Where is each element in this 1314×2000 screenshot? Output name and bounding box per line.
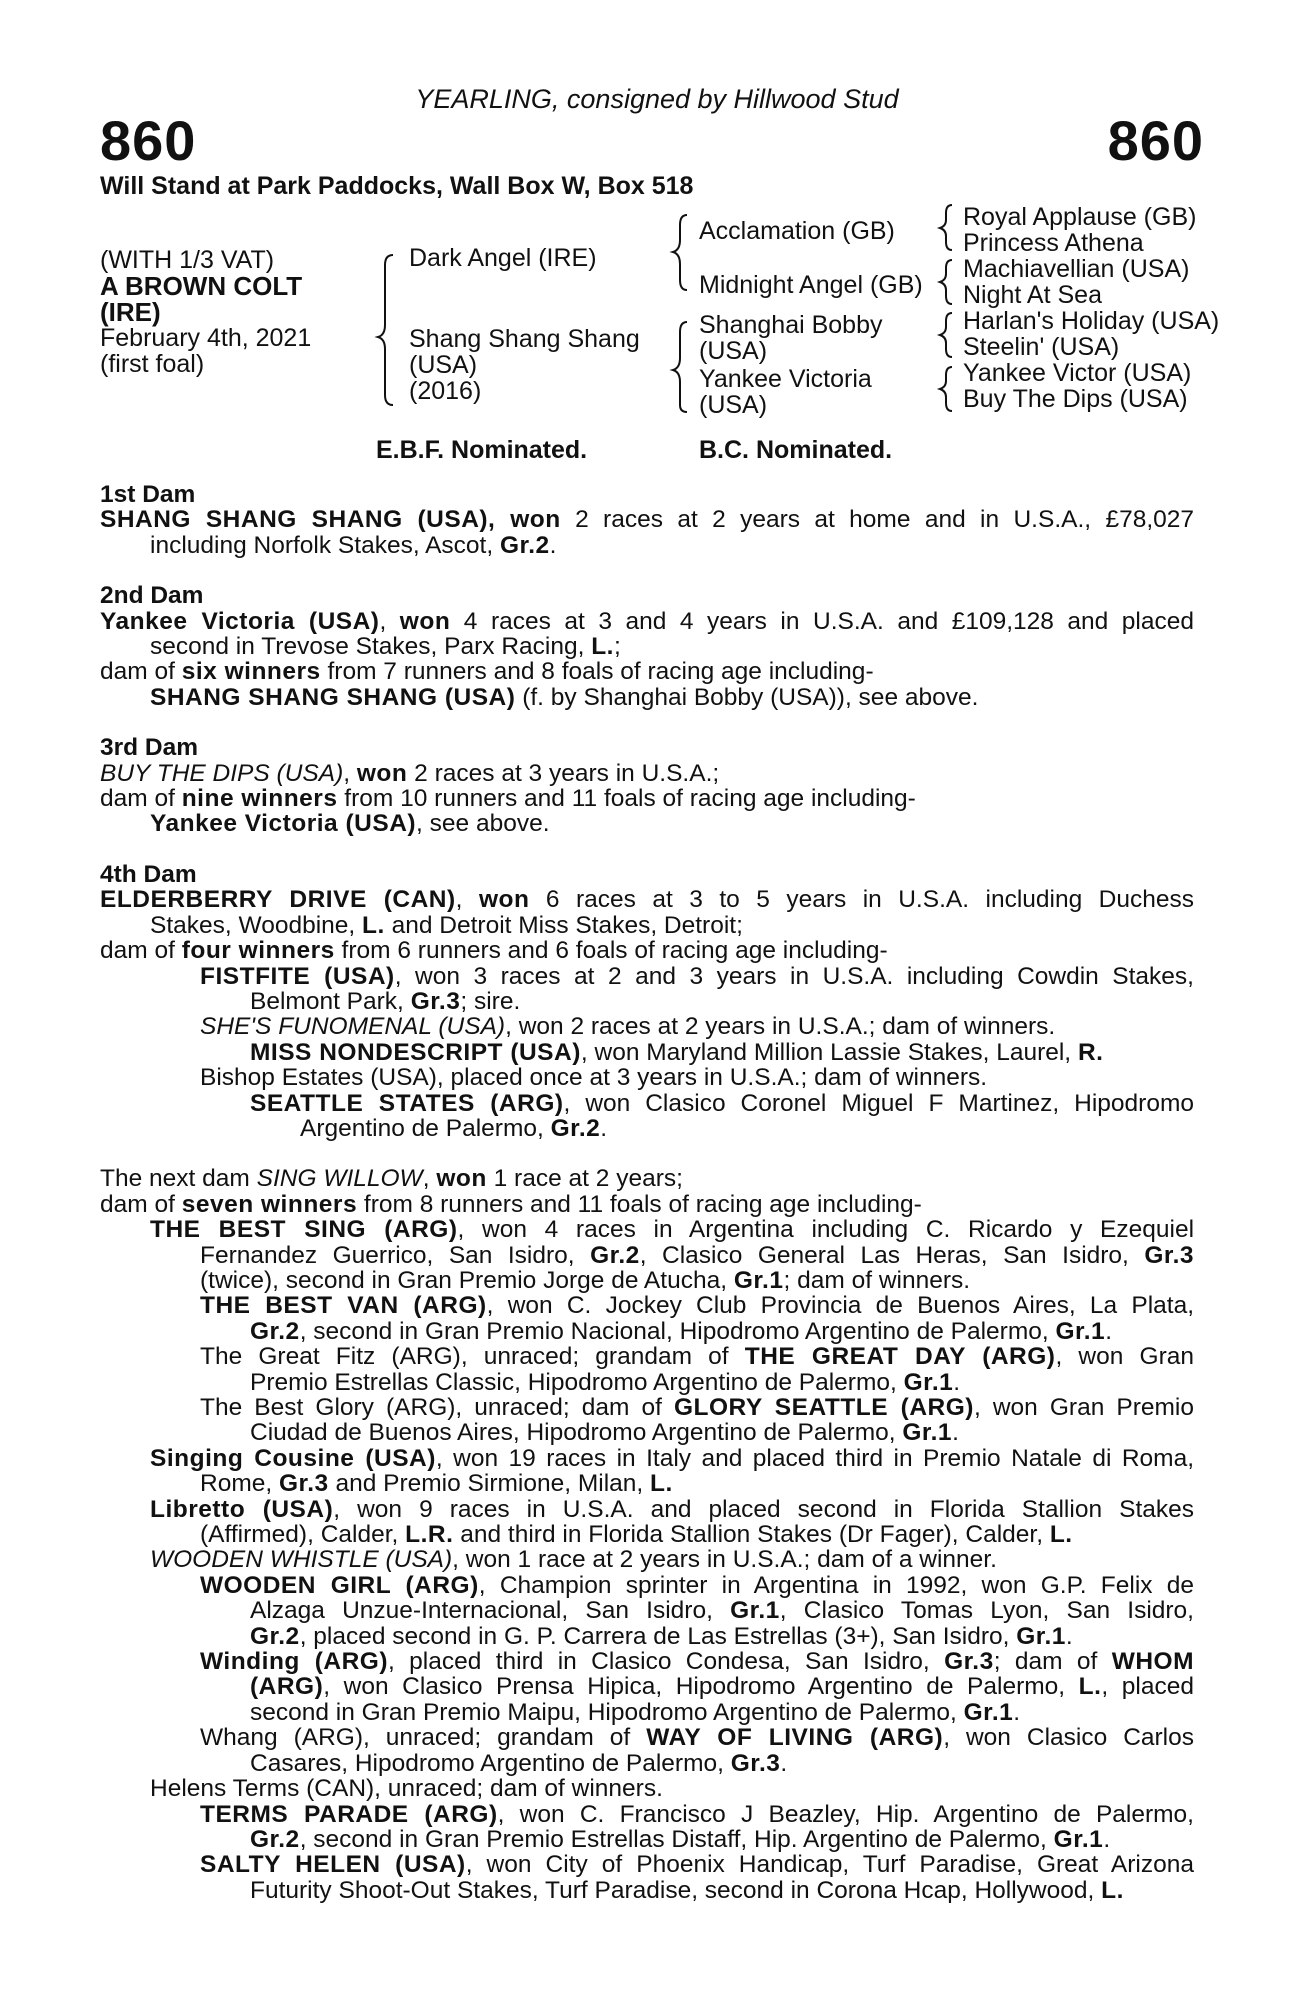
text-line: SHANG SHANG SHANG (USA), won 2 races at 2 years at home and in U.S.A., £78,027 <box>100 506 1195 534</box>
text-line: SEATTLE STATES (ARG), won Clasico Coronel Miguel F Martinez, Hipodromo <box>250 1089 1194 1117</box>
text-line: Ciudad de Buenos Aires, Hipodromo Argentino de Palermo, Gr.1. <box>250 1419 959 1447</box>
next-dam-section <box>100 1166 1194 1903</box>
text-line: Stakes, Woodbine, L. and Detroit Miss Stakes, Detroit; <box>150 911 743 939</box>
text-line: (ARG), won Clasico Prensa Hipica, Hipodromo Argentino de Palermo, L., placed <box>250 1673 1194 1701</box>
text-line: Casares, Hipodromo Argentino de Palermo, Gr.3. <box>250 1749 788 1777</box>
text-line: WOODEN GIRL (ARG), Champion sprinter in Argentina in 1992, won G.P. Felix de <box>200 1571 1195 1599</box>
brace-gen3-4 <box>940 367 952 411</box>
dam-dam-line2: (USA) <box>699 391 768 419</box>
text-line: Argentino de Palermo, Gr.2. <box>300 1114 608 1142</box>
text-line: (twice), second in Gran Premio Jorge de Atucha, Gr.1; dam of winners. <box>200 1266 971 1294</box>
ebf-nominated: E.B.F. Nominated. <box>376 436 588 464</box>
gen3-7: Yankee Victor (USA) <box>963 359 1192 387</box>
text-line: FISTFITE (USA), won 3 races at 2 and 3 years in U.S.A. including Cowdin Stakes, <box>200 962 1194 990</box>
vat-note: (WITH 1/3 VAT) <box>100 246 275 274</box>
dam-sire <box>699 312 882 364</box>
section-heading: 1st Dam <box>100 481 196 508</box>
text-line: Bishop Estates (USA), placed once at 3 years in U.S.A.; dam of winners. <box>200 1064 988 1092</box>
brace-gen2-lower <box>673 322 687 412</box>
text-line: SHANG SHANG SHANG (USA) (f. by Shanghai Bobby (USA)), see above. <box>150 683 979 711</box>
section-heading: 3rd Dam <box>100 734 199 762</box>
text-line: The Great Fitz (ARG), unraced; grandam of THE GREAT DAY (ARG), won Gran <box>200 1343 1194 1371</box>
text-line: including Norfolk Stakes, Ascot, Gr.2. <box>150 531 557 559</box>
text-line: dam of six winners from 7 runners and 8 foals of racing age including- <box>100 658 874 686</box>
text-line: dam of four winners from 6 runners and 6 foals of racing age including- <box>100 937 888 965</box>
third-generation <box>963 204 1219 412</box>
text-line: Fernandez Guerrico, San Isidro, Gr.2, Clasico General Las Heras, San Isidro, Gr.3 <box>200 1241 1195 1269</box>
sire-dam: Midnight Angel (GB) <box>699 271 923 299</box>
sire-name: Dark Angel (IRE) <box>409 244 597 272</box>
second-dam-section <box>100 583 1194 710</box>
text-line: Gr.2, placed second in G. P. Carrera de Las Estrellas (3+), San Isidro, Gr.1. <box>250 1622 1073 1650</box>
stand-location: Will Stand at Park Paddocks, Wall Box W, Box 518 <box>100 172 694 200</box>
text-line: Yankee Victoria (USA), see above. <box>150 810 550 838</box>
text-line: SHE'S FUNOMENAL (USA), won 2 races at 2 years in U.S.A.; dam of winners. <box>200 1013 1056 1041</box>
text-line: second in Trevose Stakes, Parx Racing, L.; <box>150 633 621 661</box>
text-line: Winding (ARG), placed third in Clasico Condesa, San Isidro, Gr.3; dam of WHOM <box>200 1648 1194 1676</box>
fourth-dam-section <box>100 862 1194 1141</box>
text-line: Belmont Park, Gr.3; sire. <box>250 987 521 1015</box>
text-line: Singing Cousine (USA), won 19 races in Italy and placed third in Premio Natale di Roma, <box>150 1444 1195 1472</box>
text-line: Gr.2, second in Gran Premio Nacional, Hipodromo Argentino de Palermo, Gr.1. <box>250 1317 1112 1345</box>
text-line: Helens Terms (CAN), unraced; dam of winners. <box>150 1775 663 1803</box>
lot-subtitle: YEARLING, consigned by Hillwood Stud <box>415 84 899 114</box>
dam-name-line1: Shang Shang Shang <box>409 325 640 353</box>
gen3-4: Night At Sea <box>963 281 1102 309</box>
dam-dam-line1: Yankee Victoria <box>699 365 872 393</box>
text-line: (Affirmed), Calder, L.R. and third in Florida Stallion Stakes (Dr Fager), Calder, L. <box>200 1521 1073 1549</box>
text-line: TERMS PARADE (ARG), won C. Francisco J Beazley, Hip. Argentino de Palermo, <box>200 1800 1194 1828</box>
dam-name-line2: (USA) <box>409 351 478 379</box>
text-line: SALTY HELEN (USA), won City of Phoenix Handicap, Turf Paradise, Great Arizona <box>200 1851 1194 1879</box>
gen3-3: Machiavellian (USA) <box>963 255 1190 283</box>
text-line: Premio Estrellas Classic, Hipodromo Argentino de Palermo, Gr.1. <box>250 1368 961 1396</box>
dam-name-line3: (2016) <box>409 377 482 405</box>
brace-gen3-3 <box>940 313 952 357</box>
text-line: THE BEST VAN (ARG), won C. Jockey Club Provincia de Buenos Aires, La Plata, <box>200 1292 1195 1320</box>
dam-sire-line2: (USA) <box>699 337 768 365</box>
text-line: dam of seven winners from 8 runners and 11 foals of racing age including- <box>100 1190 922 1218</box>
dam-name <box>409 326 640 404</box>
text-line: MISS NONDESCRIPT (USA), won Maryland Million Lassie Stakes, Laurel, R. <box>250 1038 1104 1066</box>
text-line: THE BEST SING (ARG), won 4 races in Argentina including C. Ricardo y Ezequiel <box>150 1216 1195 1244</box>
brace-gen2-upper <box>673 215 687 290</box>
lot-number-right: 860 <box>1107 109 1204 172</box>
text-line: Libretto (USA), won 9 races in U.S.A. and placed second in Florida Stallion Stakes <box>150 1495 1194 1523</box>
text-line: Whang (ARG), unraced; grandam of WAY OF LIVING (ARG), won Clasico Carlos <box>200 1724 1194 1752</box>
gen3-5: Harlan's Holiday (USA) <box>963 307 1220 335</box>
bc-nominated: B.C. Nominated. <box>699 436 893 464</box>
text-line: second in Gran Premio Maipu, Hipodromo Argentino de Palermo, Gr.1. <box>250 1698 1021 1726</box>
dam-line-body <box>100 482 1194 1903</box>
gen3-1: Royal Applause (GB) <box>963 203 1197 231</box>
text-line: The Best Glory (ARG), unraced; dam of GLORY SEATTLE (ARG), won Gran Premio <box>200 1394 1195 1421</box>
foaling-date: February 4th, 2021 <box>100 324 312 352</box>
lot-number-left: 860 <box>100 109 197 172</box>
brace-gen3-1 <box>940 205 952 250</box>
gen3-6: Steelin' (USA) <box>963 333 1120 361</box>
text-line: BUY THE DIPS (USA), won 2 races at 3 years in U.S.A.; <box>100 759 720 787</box>
text-line: Yankee Victoria (USA), won 4 races at 3 and 4 years in U.S.A. and £109,128 and placed <box>100 607 1195 635</box>
foal-order: (first foal) <box>100 350 205 378</box>
section-heading: 4th Dam <box>100 860 197 888</box>
text-line: The next dam SING WILLOW, won 1 race at 2 years; <box>100 1165 683 1193</box>
text-line: dam of nine winners from 10 runners and 11 foals of racing age including- <box>100 785 916 813</box>
text-line: Rome, Gr.3 and Premio Sirmione, Milan, L. <box>200 1470 673 1498</box>
text-line: ELDERBERRY DRIVE (CAN), won 6 races at 3 to 5 years in U.S.A. including Duchess <box>100 886 1194 914</box>
text-line: Alzaga Unzue-Internacional, San Isidro, Gr.1, Clasico Tomas Lyon, San Isidro, <box>250 1597 1194 1625</box>
text-line: Gr.2, second in Gran Premio Estrellas Distaff, Hip. Argentino de Palermo, Gr.1. <box>250 1825 1111 1853</box>
brace-gen1 <box>378 255 393 405</box>
dam-sire-line1: Shanghai Bobby <box>699 311 883 339</box>
third-dam-section <box>100 735 1194 837</box>
dam-dam <box>699 366 872 418</box>
sire-sire: Acclamation (GB) <box>699 217 895 245</box>
horse-country: (IRE) <box>100 297 161 327</box>
horse-sex: A BROWN COLT <box>100 271 303 301</box>
text-line: Futurity Shoot-Out Stakes, Turf Paradise, second in Corona Hcap, Hollywood, L. <box>250 1876 1124 1904</box>
gen3-2: Princess Athena <box>963 229 1144 257</box>
brace-gen3-2 <box>940 260 952 304</box>
first-dam-section <box>100 482 1194 558</box>
gen3-8: Buy The Dips (USA) <box>963 385 1188 413</box>
text-line: WOODEN WHISTLE (USA), won 1 race at 2 years in U.S.A.; dam of a winner. <box>150 1546 997 1574</box>
section-heading: 2nd Dam <box>100 582 204 610</box>
